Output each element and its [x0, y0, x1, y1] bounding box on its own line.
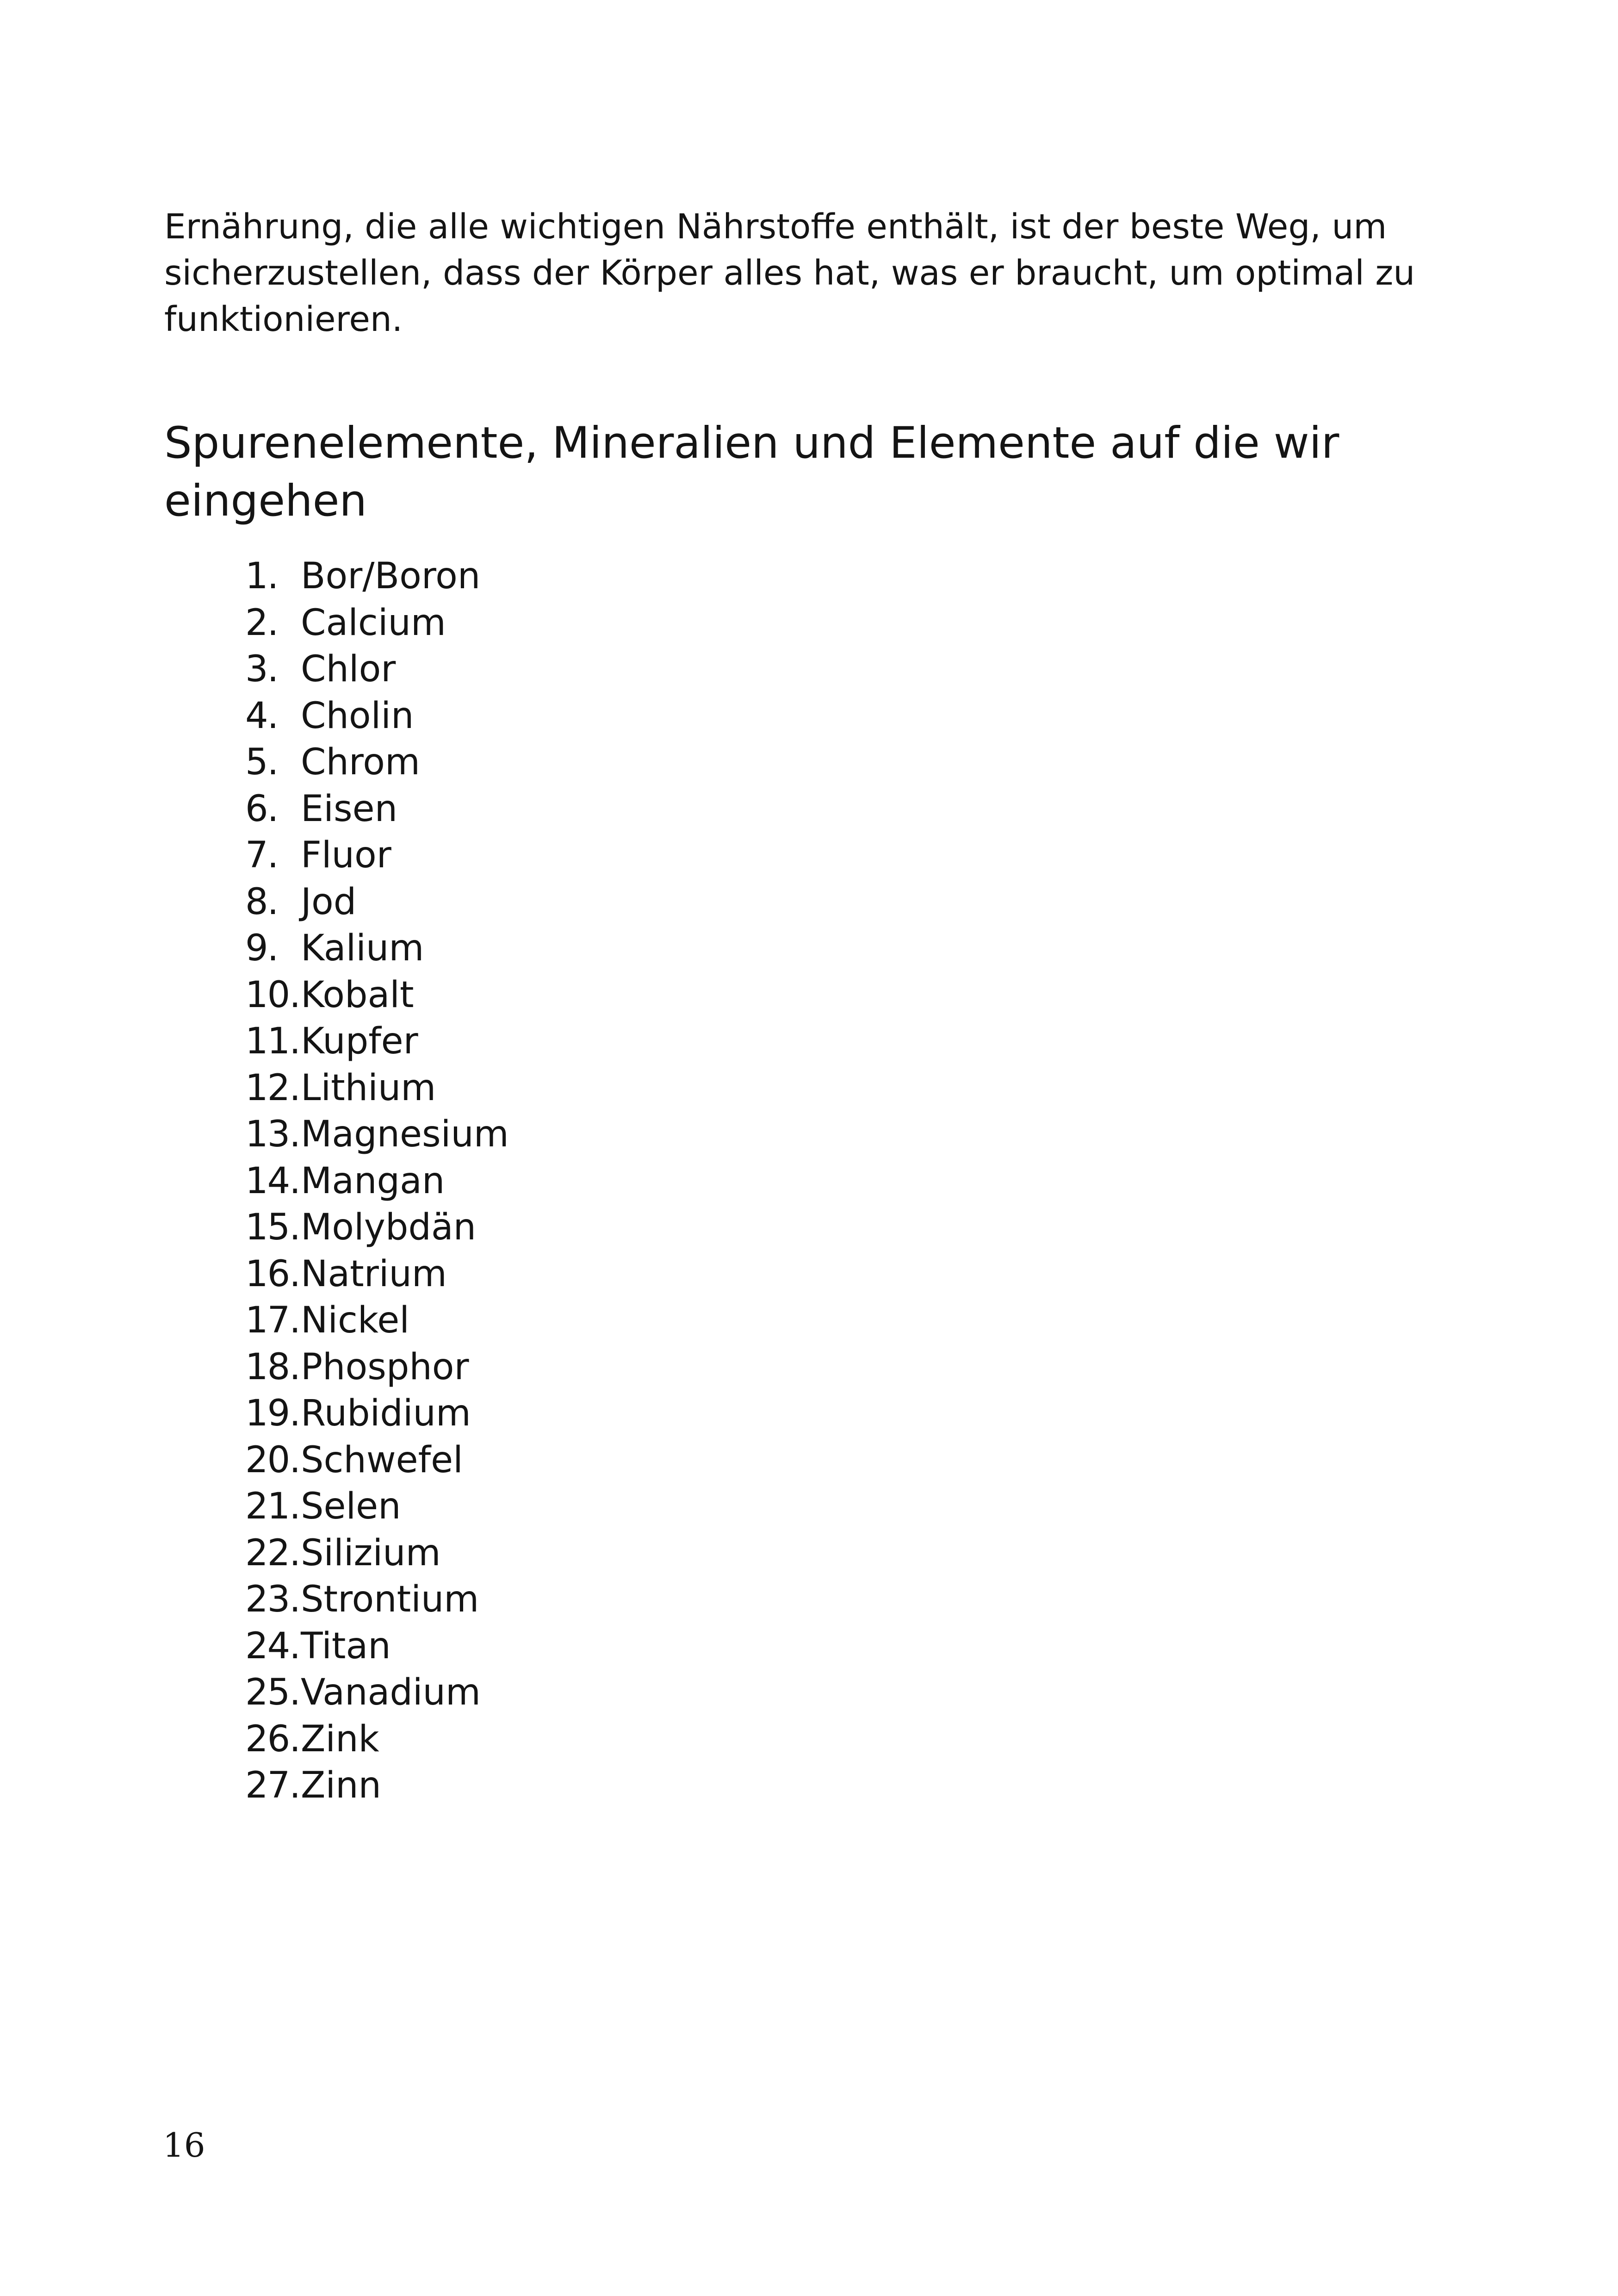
list-item: [245, 925, 509, 972]
list-item-label: Eisen: [301, 788, 398, 830]
list-item: [245, 1623, 509, 1670]
list-item: [245, 600, 509, 647]
list-item: [245, 1297, 509, 1344]
list-item-number: 6.: [245, 788, 278, 830]
list-item: [245, 1065, 509, 1112]
list-item: [245, 1251, 509, 1298]
list-item-number: 19.: [245, 1393, 300, 1434]
list-item-label: Schwefel: [301, 1439, 463, 1481]
section-heading: [164, 414, 1460, 530]
list-item-label: Lithium: [301, 1067, 436, 1109]
list-item: [245, 1530, 509, 1577]
intro-line: funktionieren.: [164, 299, 403, 339]
list-item-number: 14.: [245, 1160, 300, 1202]
list-item-label: Nickel: [301, 1300, 409, 1341]
list-item: [245, 739, 509, 786]
list-item-label: Natrium: [301, 1253, 447, 1295]
list-item-label: Chlor: [301, 648, 396, 690]
list-item: [245, 1390, 509, 1437]
list-item: [245, 1762, 509, 1809]
intro-line: Ernährung, die alle wichtigen Nährstoffe enthält, ist der beste Weg, um: [164, 207, 1387, 247]
list-item: [245, 1437, 509, 1484]
list-item-number: 18.: [245, 1346, 300, 1388]
list-item-label: Phosphor: [301, 1346, 469, 1388]
list-item-label: Mangan: [301, 1160, 445, 1202]
list-item-label: Titan: [301, 1625, 391, 1667]
list-item-label: Jod: [301, 881, 357, 923]
element-list: [245, 553, 509, 1809]
list-item-number: 15.: [245, 1207, 300, 1248]
list-item-label: Bor/Boron: [301, 555, 481, 597]
list-item-number: 2.: [245, 602, 278, 644]
list-item-number: 21.: [245, 1486, 300, 1527]
list-item-number: 1.: [245, 555, 278, 597]
list-item-label: Cholin: [301, 695, 414, 737]
list-item: [245, 879, 509, 926]
list-item-label: Zink: [301, 1718, 379, 1760]
list-item-label: Silizium: [301, 1532, 441, 1574]
list-item: [245, 832, 509, 879]
list-item-label: Kalium: [301, 927, 424, 969]
list-item: [245, 1669, 509, 1716]
list-item-number: 22.: [245, 1532, 300, 1574]
list-item-number: 25.: [245, 1672, 300, 1713]
list-item-label: Molybdän: [301, 1207, 477, 1248]
list-item-number: 5.: [245, 741, 278, 783]
list-item-label: Kobalt: [301, 974, 414, 1016]
page-number: 16: [163, 2126, 205, 2165]
list-item-number: 10.: [245, 974, 300, 1016]
list-item-number: 17.: [245, 1300, 300, 1341]
list-item-label: Chrom: [301, 741, 420, 783]
list-item-label: Zinn: [301, 1765, 381, 1806]
list-item-number: 26.: [245, 1718, 300, 1760]
list-item: [245, 1344, 509, 1391]
list-item-label: Vanadium: [301, 1672, 481, 1713]
list-item-label: Fluor: [301, 834, 391, 876]
list-item-number: 7.: [245, 834, 278, 876]
list-item-number: 24.: [245, 1625, 300, 1667]
list-item: [245, 972, 509, 1019]
list-item-number: 23.: [245, 1579, 300, 1620]
intro-line: sicherzustellen, dass der Körper alles hat, was er braucht, um optimal zu: [164, 253, 1415, 293]
list-item-number: 8.: [245, 881, 278, 923]
list-item-number: 16.: [245, 1253, 300, 1295]
list-item-number: 27.: [245, 1765, 300, 1806]
list-item: [245, 786, 509, 833]
list-item-label: Magnesium: [301, 1114, 509, 1155]
list-item: [245, 646, 509, 693]
list-item-number: 13.: [245, 1114, 300, 1155]
list-item-label: Selen: [301, 1486, 401, 1527]
list-item: [245, 1158, 509, 1205]
list-item: [245, 1576, 509, 1623]
list-item-label: Kupfer: [301, 1020, 418, 1062]
list-item-number: 9.: [245, 927, 278, 969]
list-item-label: Rubidium: [301, 1393, 471, 1434]
list-item: [245, 1018, 509, 1065]
list-item: [245, 553, 509, 600]
heading-line: Spurenelemente, Mineralien und Elemente auf die wir: [164, 418, 1339, 468]
list-item-number: 20.: [245, 1439, 300, 1481]
list-item: [245, 693, 509, 740]
list-item: [245, 1111, 509, 1158]
list-item-label: Calcium: [301, 602, 446, 644]
list-item: [245, 1716, 509, 1763]
list-item: [245, 1204, 509, 1251]
list-item-number: 11.: [245, 1020, 300, 1062]
heading-line: eingehen: [164, 476, 367, 526]
list-item-number: 12.: [245, 1067, 300, 1109]
list-item-number: 3.: [245, 648, 278, 690]
list-item-label: Strontium: [301, 1579, 479, 1620]
list-item: [245, 1483, 509, 1530]
list-item-number: 4.: [245, 695, 278, 737]
intro-paragraph: [164, 204, 1460, 342]
